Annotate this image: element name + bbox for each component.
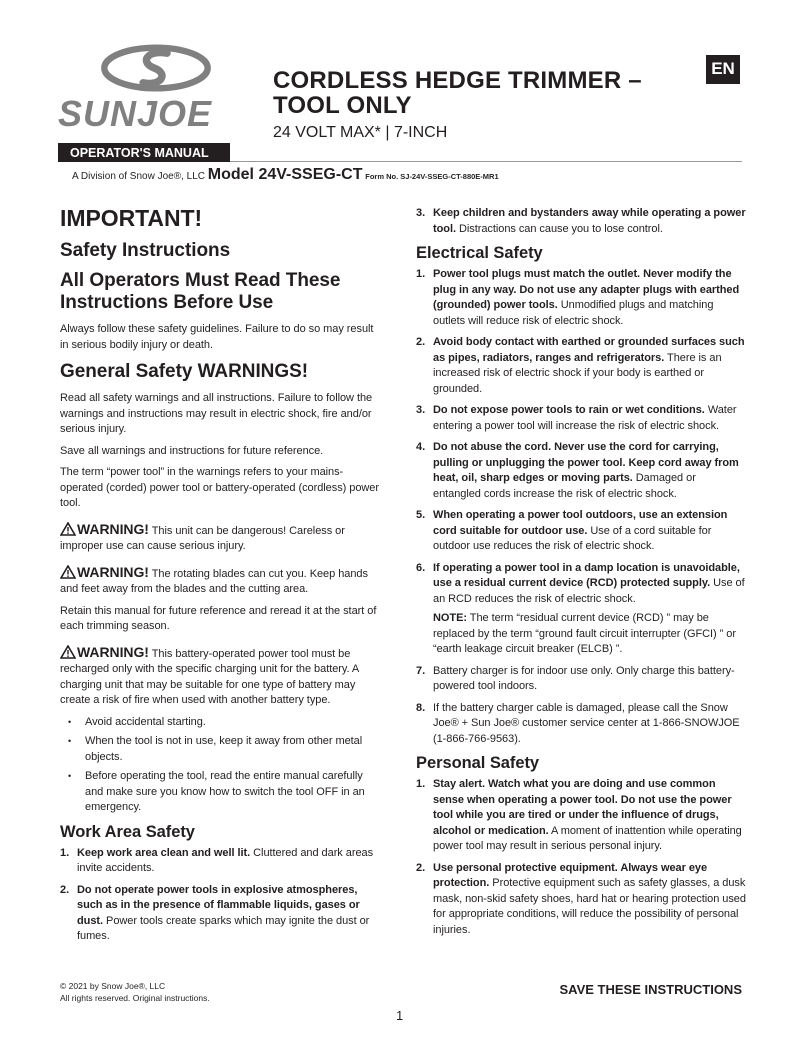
- sun-logo-icon: [96, 44, 216, 92]
- electrical-list: [416, 267, 746, 747]
- divider: [230, 161, 742, 162]
- list-item: 1. Power tool plugs must match the outlet. Never modify the plug in any way. Do not use any adapter plugs with earthed (grounded) power tools. Unmodified plugs and matching outlets will reduce risk of electric shock.: [416, 268, 740, 327]
- list-item: 2. Use personal protective equipment. Always wear eye protection. Protective equipment such as safety glasses, a dusk mask, non-skid safety shoes, hard hat or hearing protection used for appropriate conditions, will reduce the possibility of personal injuries.: [416, 861, 746, 936]
- page-title: CORDLESS HEDGE TRIMMER – TOOL ONLY: [273, 67, 642, 119]
- work-area-list: [60, 846, 382, 945]
- paragraph: The term “power tool” in the warnings refers to your mains-operated (corded) power tool or battery-operated (cordless) power tool.: [60, 466, 379, 509]
- important-heading: IMPORTANT!: [60, 205, 203, 231]
- subtitle: 24 VOLT MAX* | 7-INCH: [273, 124, 448, 141]
- right-column: [416, 206, 746, 944]
- warning-3: WARNING! This battery-operated power tool must be recharged only with the specific charging unit for the battery. A charging unit that may be suitable for one type of battery may create a risk of fire when used with another battery type.: [60, 643, 359, 706]
- list-item: 5. When operating a power tool outdoors, use an extension cord suitable for outdoor use. Use of a cord suitable for outdoor use reduces the risk of electric shock.: [416, 509, 728, 552]
- paragraph: Save all warnings and instructions for future reference.: [60, 444, 324, 457]
- safety-heading: Safety Instructions: [60, 240, 231, 261]
- list-item: 4. Do not abuse the cord. Never use the cord for carrying, pulling or unplugging the power tool. Keep cord away from heat, oil, sharp edges or moving parts. Damaged or entangled cords increase the risk of electric shock.: [416, 441, 739, 500]
- work-area-heading: Work Area Safety: [60, 822, 195, 841]
- sunjoe-logo: [58, 44, 228, 134]
- list-item: 1. Keep work area clean and well lit. Cluttered and dark areas invite accidents.: [60, 846, 374, 874]
- list-item: 8. If the battery charger cable is damaged, please call the Snow Joe® + Sun Joe® customer service center at 1-866-SNOWJOE (1-866-766-9563).: [416, 701, 740, 745]
- paragraph: Read all safety warnings and all instructions. Failure to follow the warnings and instructions may result in electric shock, fire and/or serious injury.: [60, 392, 373, 435]
- work-area-list-cont: [416, 206, 746, 237]
- language-badge: EN: [706, 55, 740, 84]
- brand-name: SUNJOE: [58, 93, 213, 134]
- warning-1: WARNING! This unit can be dangerous! Careless or improper use can cause serious injury.: [60, 520, 345, 552]
- paragraph: Always follow these safety guidelines. Failure to do so may result in serious bodily injury or death.: [60, 323, 374, 351]
- electrical-safety-heading: Electrical Safety: [416, 244, 543, 262]
- operators-manual-label: OPERATOR'S MANUAL: [58, 143, 230, 162]
- form-number: Form No. SJ-24V-SSEG-CT-880E-MR1: [365, 172, 499, 181]
- warning-triangle-icon: [60, 645, 76, 659]
- list-item: 2. Avoid body contact with earthed or grounded surfaces such as pipes, radiators, ranges and refrigerators. There is an increased risk of electric shock if your body is earthed or grounded.: [416, 336, 745, 395]
- list-item: • Before operating the tool, read the entire manual carefully and make sure you know how to switch the tool OFF in an emergency.: [68, 769, 382, 816]
- list-item: 3. Keep children and bystanders away while operating a power tool. Distractions can cause you to lose control.: [416, 207, 746, 235]
- copyright: © 2021 by Snow Joe®, LLC All rights reserved. Original instructions.: [60, 981, 210, 1003]
- note: NOTE: The term “residual current device (RCD) ” may be replaced by the term “ground fault circuit interrupter (GFCI) ” or “earth leakage circuit breaker (ELCB) ”.: [433, 612, 736, 655]
- general-warnings-heading: General Safety WARNINGS!: [60, 361, 308, 382]
- personal-list: [416, 777, 746, 938]
- warning-triangle-icon: [60, 522, 76, 536]
- list-item: 1. Stay alert. Watch what you are doing and use common sense when operating a power tool. Do not use the power tool while you are tired or under the influence of drugs, alcohol or medication. A moment of inattention while operating power tool may result in serious personal injury.: [416, 778, 742, 852]
- list-item: 2. Do not operate power tools in explosive atmospheres, such as in the presence of flammable liquids, gases or dust. Power tools create sparks which may ignite the dust or fumes.: [60, 883, 370, 942]
- paragraph: Retain this manual for future reference and reread it at the start of each trimming season.: [60, 604, 377, 632]
- bullet-list: [68, 715, 382, 816]
- list-item: • When the tool is not in use, keep it away from other metal objects.: [68, 734, 382, 765]
- list-item: • Avoid accidental starting.: [68, 715, 382, 731]
- save-instructions: SAVE THESE INSTRUCTIONS: [559, 982, 742, 997]
- warning-2: WARNING! The rotating blades can cut you. Keep hands and feet away from the blades and the cutting area.: [60, 563, 368, 595]
- page-number: 1: [396, 1008, 404, 1023]
- list-item: 6. If operating a power tool in a damp location is unavoidable, use a residual current device (RCD) protected supply. Use of an RCD reduces the risk of electric shock. NOTE: The term “residual current device (RCD) ” may be replaced by the term “ground fault circuit interrupter (GFCI) ” or “earth leakage circuit breaker (ELCB) ”.: [416, 561, 746, 658]
- division-line: A Division of Snow Joe®, LLC Model 24V-SSEG-CT Form No. SJ-24V-SSEG-CT-880E-MR1: [72, 166, 499, 183]
- list-item: 3. Do not expose power tools to rain or wet conditions. Water entering a power tool will increase the risk of electric shock.: [416, 404, 737, 432]
- warning-triangle-icon: [60, 565, 76, 579]
- all-operators-heading: All Operators Must Read These Instructions Before Use: [60, 270, 341, 313]
- personal-safety-heading: Personal Safety: [416, 754, 540, 772]
- left-column: [60, 205, 382, 951]
- list-item: 7. Battery charger is for indoor use only. Only charge this battery-powered tool indoors.: [416, 664, 735, 692]
- model-number: Model 24V-SSEG-CT: [207, 166, 363, 183]
